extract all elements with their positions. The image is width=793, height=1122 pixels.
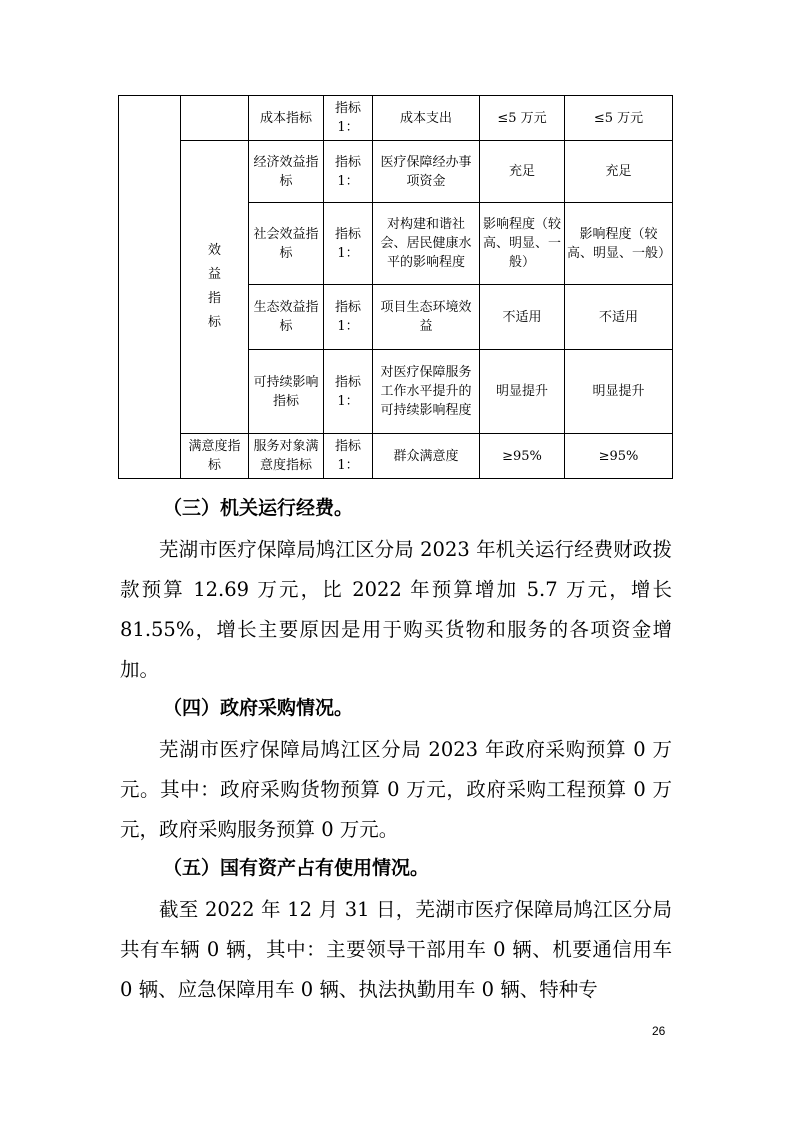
table-row — [119, 141, 673, 203]
table-row — [119, 434, 673, 479]
section-3-body: 芜湖市医疗保障局鸠江区分局 2023 年机关运行经费财政拨款预算 12.69 万元，比 2022 年预算增加 5.7 万元，增长 81.55%，增长主要原因是用于购买货物和服务的各项资金增加。 — [120, 538, 672, 681]
value-cell: 影响程度（较高、明显、一般） — [480, 203, 565, 285]
indicator-cell: 指标 1： — [324, 203, 373, 285]
benefit-indicator-label: 效 益 指 标 — [181, 141, 249, 434]
level2-cell — [181, 96, 249, 141]
content-cell: 群众满意度 — [373, 434, 480, 479]
level3-cell: 经济效益指标 — [249, 141, 324, 203]
value-cell: ≥95% — [480, 434, 565, 479]
indicator-cell: 指标 1： — [324, 434, 373, 479]
content-cell: 对构建和谐社会、居民健康水平的影响程度 — [373, 203, 480, 285]
level3-cell: 生态效益指标 — [249, 285, 324, 350]
value-cell: 不适用 — [480, 285, 565, 350]
indicator-cell: 指标 1： — [324, 350, 373, 434]
section-4-body: 芜湖市医疗保障局鸠江区分局 2023 年政府采购预算 0 万元。其中：政府采购货物预算 0 万元，政府采购工程预算 0 万元，政府采购服务预算 0 万元。 — [120, 738, 672, 841]
level3-cell: 可持续影响指标 — [249, 350, 324, 434]
value-cell: 明显提升 — [480, 350, 565, 434]
indicator-cell: 指标 1： — [324, 285, 373, 350]
content-cell: 对医疗保障服务工作水平提升的可持续影响程度 — [373, 350, 480, 434]
value-cell: ≥95% — [565, 434, 673, 479]
level1-cell — [119, 96, 181, 479]
content-cell: 项目生态环境效益 — [373, 285, 480, 350]
performance-indicator-table — [118, 95, 673, 479]
table-row — [119, 96, 673, 141]
content-cell: 医疗保障经办事项资金 — [373, 141, 480, 203]
value-cell: 不适用 — [565, 285, 673, 350]
level3-cell: 服务对象满意度指标 — [249, 434, 324, 479]
value-cell: 充足 — [480, 141, 565, 203]
value-cell: ≤5 万元 — [480, 96, 565, 141]
indicator-cell: 指标 1： — [324, 141, 373, 203]
page-number: 26 — [652, 1024, 666, 1038]
section-5-body: 截至 2022 年 12 月 31 日，芜湖市医疗保障局鸠江区分局共有车辆 0 辆，其中：主要领导干部用车 0 辆、机要通信用车 0 辆、应急保障用车 0 辆、执法执勤用车 0 辆、特种专 — [120, 898, 672, 1001]
content-cell: 成本支出 — [373, 96, 480, 141]
level3-cell: 成本指标 — [249, 96, 324, 141]
section-3-heading: （三）机关运行经费。 — [163, 497, 354, 519]
indicator-cell: 指标 1： — [324, 96, 373, 141]
value-cell: 充足 — [565, 141, 673, 203]
value-cell: 影响程度（较高、明显、一般） — [565, 203, 673, 285]
value-cell: 明显提升 — [565, 350, 673, 434]
section-4-heading: （四）政府采购情况。 — [163, 697, 354, 719]
section-5-heading: （五）国有资产占有使用情况。 — [163, 857, 430, 879]
level2-cell: 满意度指标 — [181, 434, 249, 479]
value-cell: ≤5 万元 — [565, 96, 673, 141]
level3-cell: 社会效益指标 — [249, 203, 324, 285]
